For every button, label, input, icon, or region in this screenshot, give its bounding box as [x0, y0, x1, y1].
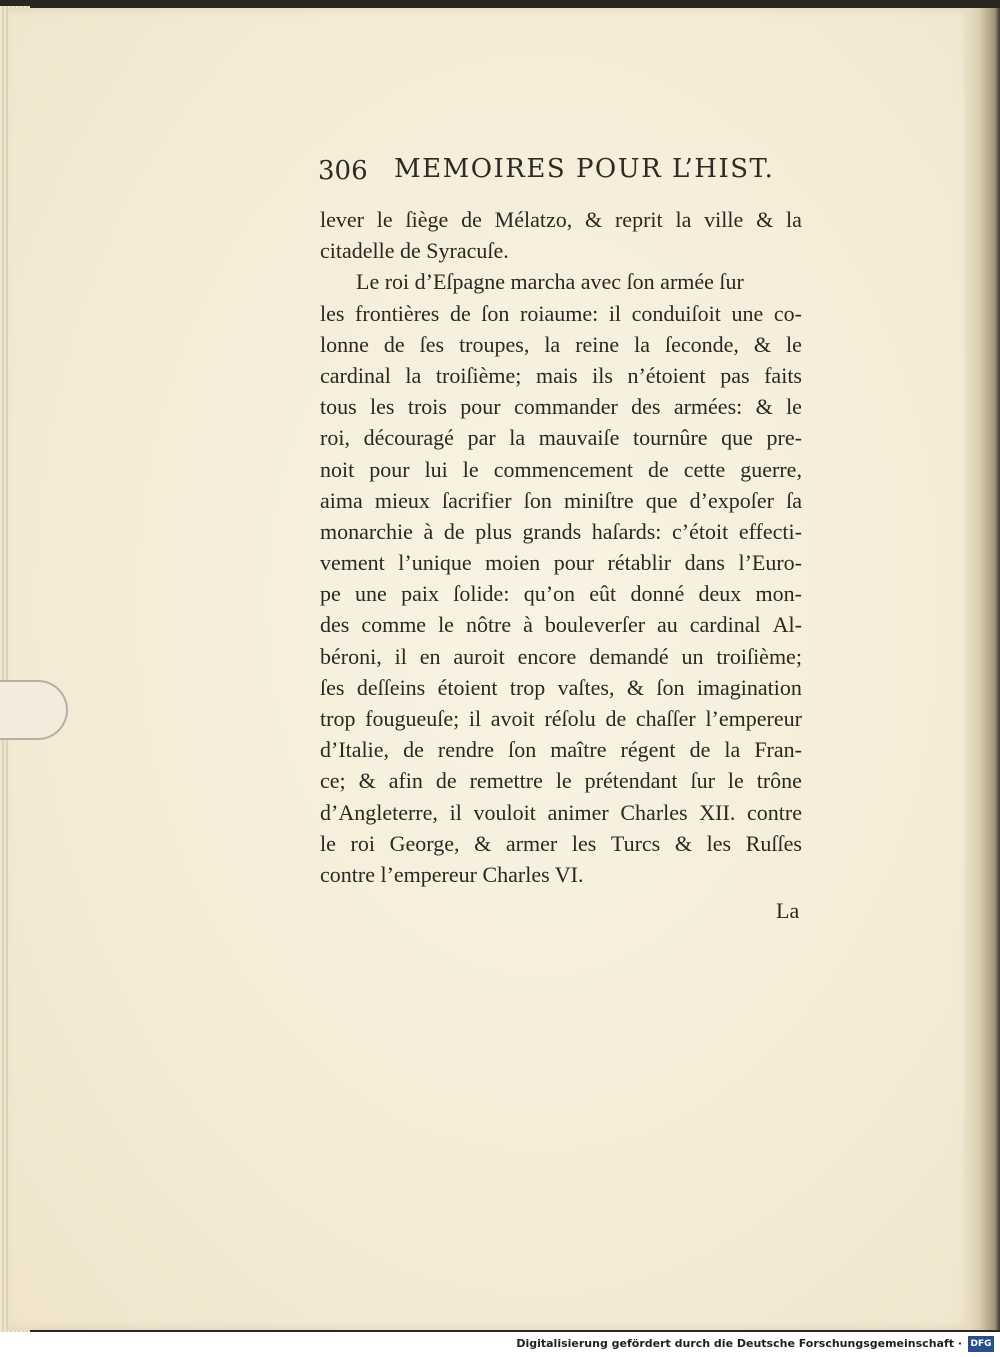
- word: ſa: [786, 487, 802, 513]
- word: bouleverſer: [544, 612, 646, 638]
- word: les: [706, 830, 732, 856]
- word: cardinal: [320, 362, 391, 388]
- word: en: [419, 643, 441, 669]
- word: &: [674, 830, 693, 856]
- word: il: [608, 300, 622, 326]
- word: Fran-: [754, 737, 802, 763]
- word: le: [555, 768, 572, 794]
- word: demandé: [589, 643, 669, 669]
- word: un: [681, 643, 704, 669]
- word: armer: [505, 830, 558, 856]
- word: que: [721, 425, 753, 451]
- word: d’expoſer: [689, 487, 774, 513]
- word: rendre: [437, 737, 495, 763]
- word: miniſtre: [564, 487, 634, 513]
- word: la: [724, 737, 741, 763]
- word: &: [585, 207, 603, 232]
- body-text: [320, 204, 802, 890]
- word: &: [756, 207, 774, 232]
- word: de: [647, 456, 669, 482]
- catchword: La: [776, 898, 800, 923]
- word: pour: [553, 550, 595, 576]
- word: afin: [388, 768, 423, 794]
- word: de: [689, 737, 711, 763]
- word: de: [403, 737, 424, 763]
- word: troupes,: [459, 331, 530, 357]
- word: maître: [550, 737, 607, 763]
- running-head: [318, 150, 808, 194]
- word: aima: [320, 487, 363, 513]
- word: c’étoit: [672, 518, 729, 544]
- word: troiſième;: [435, 362, 522, 388]
- word: &: [358, 768, 376, 794]
- text-line: [320, 422, 802, 453]
- word: roiaume:: [520, 300, 599, 326]
- word: trop: [509, 674, 546, 700]
- word: reprit: [614, 207, 663, 232]
- word: pre-: [766, 425, 802, 451]
- word: de: [383, 331, 405, 357]
- word: l’empereur: [705, 706, 802, 731]
- word: par: [467, 425, 496, 451]
- word: pour: [369, 456, 410, 482]
- word: ſur: [690, 768, 715, 794]
- word: effecti-: [738, 518, 802, 544]
- word: armées:: [673, 394, 743, 420]
- word: lever: [320, 207, 364, 232]
- word: trône: [756, 768, 802, 794]
- word: de: [461, 207, 482, 232]
- word: Al-: [772, 612, 802, 638]
- word: le: [376, 207, 393, 232]
- word: pe: [320, 581, 341, 607]
- word: nôtre: [465, 612, 512, 638]
- word: la: [634, 331, 651, 357]
- word: l’Euro-: [738, 550, 802, 576]
- word: George,: [389, 830, 460, 856]
- word: il: [468, 706, 482, 731]
- text-line: citadelle de Syracuſe.: [320, 238, 509, 264]
- word: rétablir: [607, 550, 672, 576]
- footer-bar: [0, 1332, 1000, 1357]
- word: Ruſſes: [745, 830, 802, 856]
- word: de: [435, 768, 457, 794]
- word: il: [449, 799, 462, 825]
- word: le: [320, 830, 336, 856]
- word: le: [786, 331, 802, 357]
- word: trois: [407, 394, 447, 420]
- word: imagination: [696, 674, 802, 700]
- text-line: [320, 329, 802, 360]
- word: vement: [320, 550, 385, 576]
- word: ce;: [320, 768, 346, 794]
- dfg-logo-icon: DFG: [968, 1336, 994, 1352]
- text-line: Le roi d’Eſpagne marcha avec ſon armée ſur: [356, 269, 744, 295]
- word: &: [755, 394, 773, 420]
- word: vaſtes,: [557, 674, 615, 700]
- word: frontières: [355, 300, 440, 326]
- word: béroni,: [320, 643, 382, 669]
- digitization-credit: Digitalisierung gefördert durch die Deutsche Forschungsgemeinschaft ·: [516, 1337, 962, 1350]
- word: ſon: [481, 300, 510, 326]
- word: découragé: [363, 425, 454, 451]
- word: d’Italie,: [320, 737, 390, 763]
- word: ſon: [656, 674, 685, 700]
- word: ſolide:: [453, 581, 510, 607]
- word: roi,: [320, 425, 350, 451]
- word: remettre: [469, 768, 543, 794]
- word: &: [753, 331, 772, 357]
- text-line: [320, 828, 802, 859]
- word: donné: [630, 581, 685, 607]
- word: de: [449, 300, 471, 326]
- word: à: [423, 518, 434, 544]
- word: une: [731, 300, 764, 326]
- word: régent: [620, 737, 676, 763]
- text-line: [320, 578, 802, 609]
- word: &: [474, 830, 492, 856]
- word: pas: [720, 362, 750, 388]
- word: les: [571, 830, 597, 856]
- word: animer: [547, 799, 609, 825]
- word: moien: [485, 550, 541, 576]
- text-line: [320, 672, 802, 703]
- word: ſiège: [405, 207, 449, 232]
- word: faits: [764, 362, 802, 388]
- word: vouloit: [473, 799, 536, 825]
- word: eût: [589, 581, 617, 607]
- word: l’unique: [398, 550, 472, 576]
- text-line: [320, 641, 802, 672]
- word: ſacrifier: [442, 487, 512, 513]
- word: la: [786, 207, 802, 232]
- word: deſſeins: [356, 674, 426, 700]
- text-line: [320, 703, 802, 734]
- word: ville: [704, 207, 744, 232]
- text-line: [320, 547, 802, 578]
- word: paix: [401, 581, 439, 607]
- word: à: [523, 612, 533, 638]
- word: le: [438, 612, 454, 638]
- word: mon-: [755, 581, 802, 607]
- word: fougueuſe;: [365, 706, 460, 731]
- text-line: [320, 360, 802, 391]
- word: la: [509, 425, 526, 451]
- word: le: [462, 456, 479, 482]
- word: le: [786, 394, 802, 420]
- text-line: [320, 734, 802, 765]
- word: tournûre: [633, 425, 708, 451]
- word: cette: [683, 456, 726, 482]
- word: ſon: [508, 737, 537, 763]
- word: lui: [424, 456, 448, 482]
- word: comme: [361, 612, 427, 638]
- word: chaſſer: [635, 706, 696, 731]
- book-gutter: [966, 8, 1000, 1330]
- word: d’Angleterre,: [320, 799, 438, 825]
- word: ſes: [320, 674, 345, 700]
- word: que: [645, 487, 678, 513]
- word: dans: [684, 550, 725, 576]
- page-number: 306: [318, 156, 368, 186]
- text-line: [320, 516, 802, 547]
- word: monarchie: [320, 518, 413, 544]
- word: des: [631, 394, 661, 420]
- word: au: [657, 612, 678, 638]
- word: le: [727, 768, 744, 794]
- word: troiſième;: [716, 643, 802, 669]
- word: cardinal: [689, 612, 761, 638]
- word: n’étoient: [627, 362, 706, 388]
- word: réſolu: [544, 706, 596, 731]
- word: il: [394, 643, 407, 669]
- word: ſon: [523, 487, 552, 513]
- word: encore: [517, 643, 577, 669]
- word: guerre,: [740, 456, 802, 482]
- word: qu’on: [523, 581, 576, 607]
- bookmark-tab: [0, 680, 68, 740]
- text-line: [320, 454, 802, 485]
- word: de: [605, 706, 627, 731]
- word: pour: [460, 394, 501, 420]
- word: haſards:: [591, 518, 662, 544]
- text-line: contre l’empereur Charles VI.: [320, 861, 584, 887]
- word: reine: [575, 331, 620, 357]
- text-line: [320, 204, 802, 235]
- word: conduiſoit: [631, 300, 721, 326]
- word: ſeconde,: [665, 331, 739, 357]
- text-line: [320, 485, 802, 516]
- running-head-title: MEMOIRES POUR L’HIST.: [394, 154, 775, 184]
- word: XII.: [699, 799, 736, 825]
- text-line: [320, 609, 802, 640]
- word: étoient: [437, 674, 498, 700]
- word: grands: [522, 518, 582, 544]
- word: la: [405, 362, 422, 388]
- word: tous: [320, 394, 357, 420]
- word: deux: [698, 581, 742, 607]
- word: commencement: [493, 456, 633, 482]
- word: Mélatzo,: [494, 207, 573, 232]
- word: les: [320, 300, 345, 326]
- word: mauvaiſe: [538, 425, 620, 451]
- word: une: [355, 581, 387, 607]
- text-line: [320, 765, 802, 796]
- word: co-: [773, 300, 802, 326]
- word: contre: [747, 799, 802, 825]
- word: commander: [513, 394, 618, 420]
- word: roi: [350, 830, 375, 856]
- word: lonne: [320, 331, 369, 357]
- word: avoit: [490, 706, 535, 731]
- word: Turcs: [610, 830, 661, 856]
- word: auroit: [453, 643, 505, 669]
- word: mieux: [374, 487, 430, 513]
- text-line: [320, 797, 802, 828]
- word: des: [320, 612, 350, 638]
- word: noit: [320, 456, 355, 482]
- word: ils: [592, 362, 613, 388]
- word: ſes: [419, 331, 445, 357]
- word: la: [675, 207, 692, 232]
- text-line: [320, 391, 802, 422]
- word: plus: [475, 518, 512, 544]
- word: prétendant: [584, 768, 678, 794]
- word: la: [544, 331, 561, 357]
- word: trop: [320, 706, 356, 731]
- word: mais: [535, 362, 578, 388]
- word: Charles: [620, 799, 688, 825]
- text-line: [320, 298, 802, 329]
- word: &: [626, 674, 644, 700]
- word: de: [443, 518, 465, 544]
- word: les: [370, 394, 395, 420]
